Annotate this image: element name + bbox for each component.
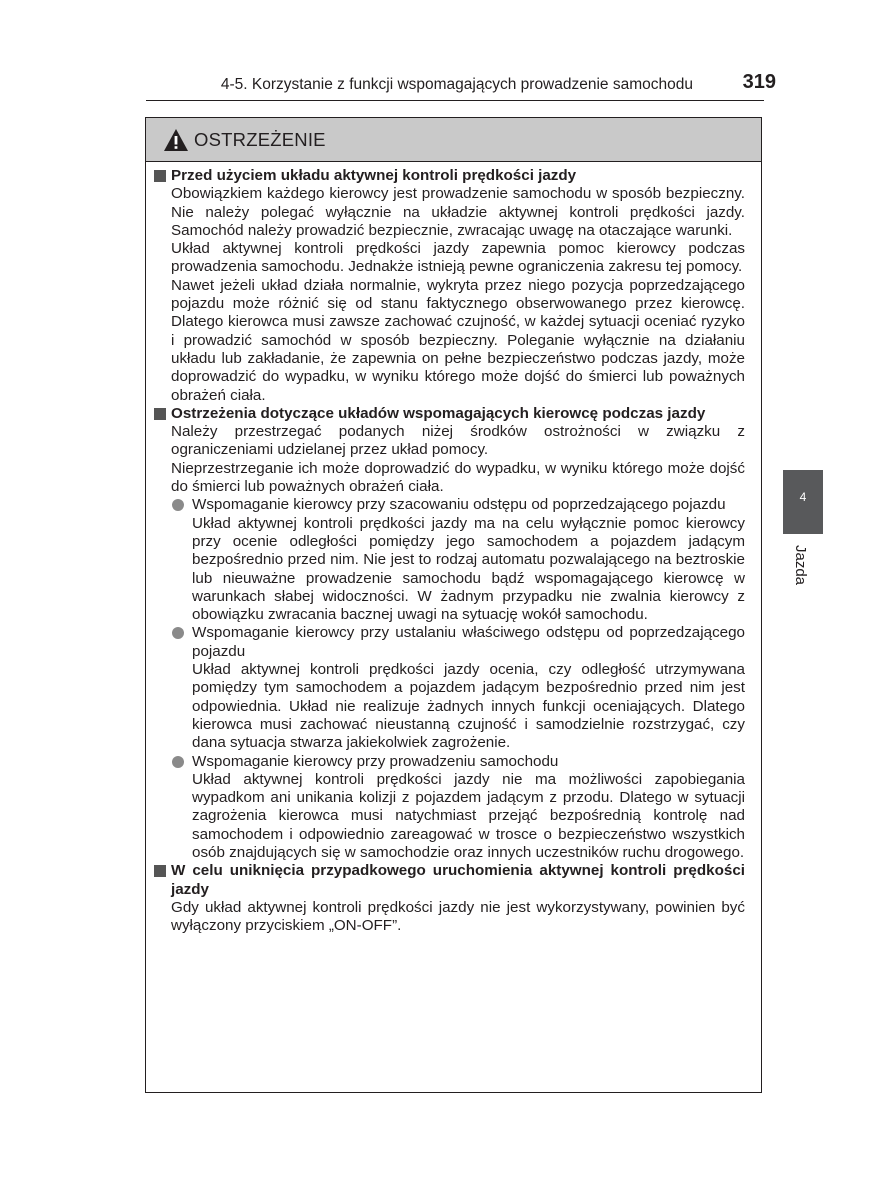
section-title: Przed użyciem układu aktywnej kontroli prędkości jazdy xyxy=(171,167,577,184)
list-item-content xyxy=(192,624,745,752)
page-number: 319 xyxy=(742,71,776,93)
section-title: Ostrzeżenia dotyczące układów wspomagających kierowcę podczas jazdy xyxy=(171,404,706,422)
list-item-content xyxy=(192,753,745,863)
round-bullet-icon xyxy=(172,499,184,511)
chapter-tab-number: 4 xyxy=(799,490,807,504)
warning-icon xyxy=(163,128,189,152)
warning-section xyxy=(154,405,745,862)
list-item xyxy=(172,496,745,624)
square-bullet-icon xyxy=(154,408,166,420)
list-item-text: Układ aktywnej kontroli prędkości jazdy ocenia, czy odległość utrzymywana pomiędzy tym samochodem a pojazdem jadącym bezpośrednio przed nim jest odpowiednia. Układ nie realizuje żadnych innych funkcji oceniających. Dlatego kierowca musi zachować nieustanną czujność i samodzielnie rozstrzygać, czy dana sytuacja stwarza jakiekolwiek zagrożenie. xyxy=(192,661,745,752)
section-paragraph: Należy przestrzegać podanych niżej środków ostrożności w związku z ograniczeniami udzielanej przez układ pomocy. xyxy=(171,423,745,459)
list-item-title: Wspomaganie kierowcy przy prowadzeniu samochodu xyxy=(192,752,559,770)
section-paragraph: Obowiązkiem każdego kierowcy jest prowadzenie samochodu w sposób bezpieczny. Nie należy polegać wyłącznie na układzie aktywnej kontroli prędkości jazdy. Samochód należy prowadzić bezpiecznie, zwracając uwagę na otaczające warunki. xyxy=(171,185,745,239)
warning-section xyxy=(154,167,745,405)
warning-box xyxy=(145,117,762,1093)
chapter-tab-label: Jazda xyxy=(792,545,809,586)
list-item-text: Układ aktywnej kontroli prędkości jazdy ma na celu wyłącznie pomoc kierowcy przy ocenie odległości pomiędzy jego samochodem a pojazdem jadącym bezpośrednio przed nim. Nie jest to rodzaj automatu pozwalającego na beztroskie lub nieuważne prowadzenie samochodu bądź wspomagającego kierowcę w warunkach słabej widoczności. W żadnym przypadku nie zwalnia kierowcy z obowiązku zwracania bacznej uwagi na sytuację wokół samochodu. xyxy=(192,514,745,624)
list-item xyxy=(172,753,745,863)
warning-section xyxy=(154,862,745,935)
square-bullet-icon xyxy=(154,170,166,182)
header-divider xyxy=(146,100,764,101)
bullet-list xyxy=(154,496,745,862)
square-bullet-icon xyxy=(154,865,166,877)
list-item xyxy=(172,624,745,752)
chapter-title: 4-5. Korzystanie z funkcji wspomagających prowadzenie samochodu xyxy=(220,76,693,93)
list-item-title: Wspomaganie kierowcy przy ustalaniu właściwego odstępu od poprzedzającego pojazdu xyxy=(192,624,745,660)
round-bullet-icon xyxy=(172,627,184,639)
section-paragraph: Układ aktywnej kontroli prędkości jazdy zapewnia pomoc kierowcy podczas prowadzenia samochodu. Jednakże istnieją pewne ograniczenia zakresu tej pomocy. xyxy=(171,240,745,276)
section-heading xyxy=(154,405,745,423)
warning-body xyxy=(146,162,761,935)
chapter-tab[interactable] xyxy=(783,470,823,534)
section-title: W celu uniknięcia przypadkowego uruchomienia aktywnej kontroli prędkości jazdy xyxy=(171,862,745,898)
list-item-title: Wspomaganie kierowcy przy szacowaniu odstępu od poprzedzającego pojazdu xyxy=(192,496,726,514)
round-bullet-icon xyxy=(172,756,184,768)
section-heading xyxy=(154,167,745,185)
section-paragraph: Nieprzestrzeganie ich może doprowadzić do wypadku, w wyniku którego może dojść do śmierci lub poważnych obrażeń ciała. xyxy=(171,459,745,496)
section-paragraph: Gdy układ aktywnej kontroli prędkości jazdy nie jest wykorzystywany, powinien być wyłączony przyciskiem „ON-OFF”. xyxy=(171,898,745,935)
warning-header xyxy=(146,118,761,162)
list-item-text: Układ aktywnej kontroli prędkości jazdy nie ma możliwości zapobiegania wypadkom ani unikania kolizji z pojazdem jadącym z przodu. Dlatego w sytuacji zagrożenia kierowca musi natychmiast przejąć bezpośrednią kontrolę nad samochodem i odpowiednio zareagować w trosce o bezpieczeństwo wszystkich osób znajdujących się w samochodzie oraz innych uczestników ruchu drogowego. xyxy=(192,770,745,861)
section-paragraph: Nawet jeżeli układ działa normalnie, wykryta przez niego pozycja poprzedzającego pojazdu może różnić się od stanu faktycznego obserwowanego przez kierowcę. Dlatego kierowca musi zawsze zachować czujność, w każdej sytuacji oceniać ryzyko i prowadzić samochód w sposób bezpieczny. Poleganie wyłącznie na działaniu układu lub zakładanie, że zapewnia on pełne bezpieczeństwo podczas jazdy, może doprowadzić do wypadku, w wyniku którego może dojść do śmierci lub poważnych obrażeń ciała. xyxy=(171,276,745,404)
list-item-content xyxy=(192,496,745,624)
warning-title: OSTRZEŻENIE xyxy=(194,128,326,150)
section-heading xyxy=(154,862,745,899)
